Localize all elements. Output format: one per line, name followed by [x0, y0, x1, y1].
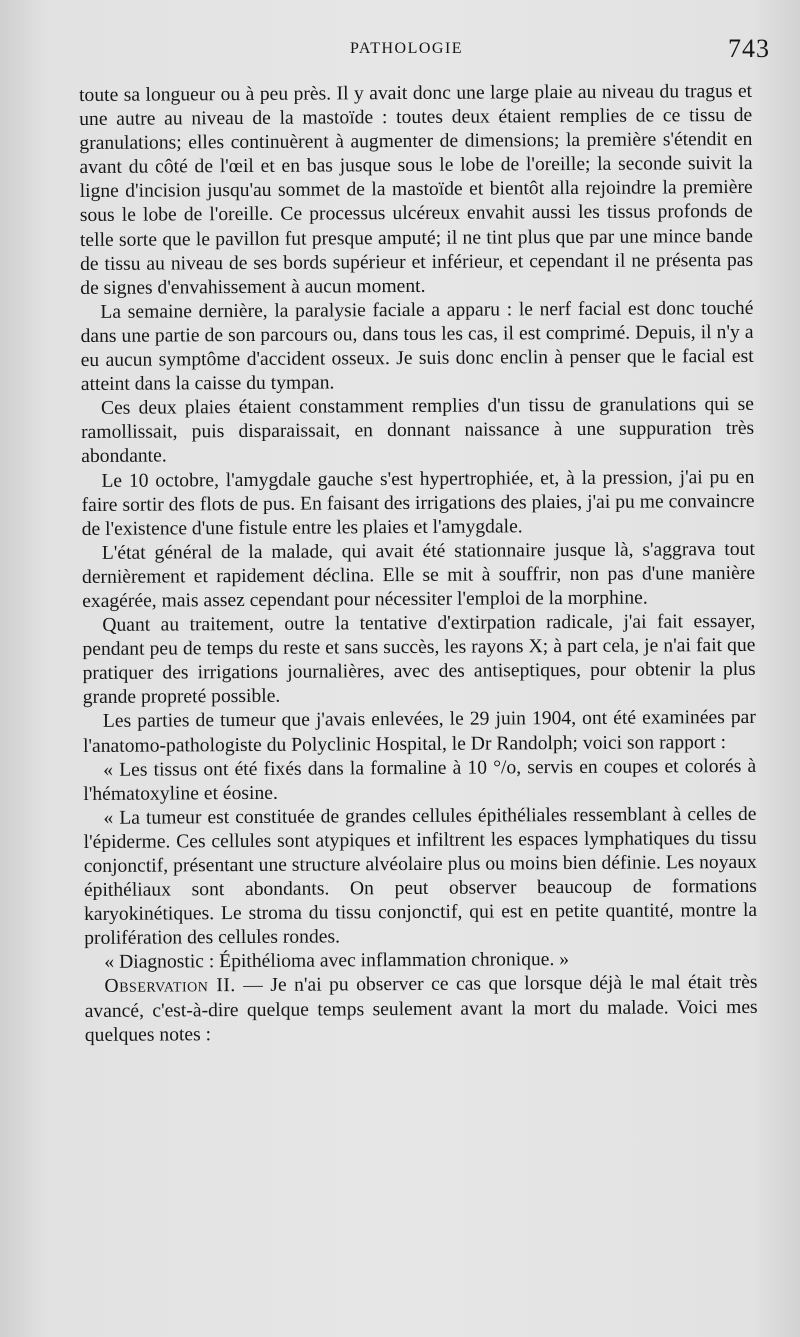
paragraph: L'état général de la malade, qui avait été stationnaire jusque là, s'aggrava tout dernièrement et rapidement déclina. Elle se mit à souffrir, non pas d'une manière exagérée, mais assez cependant pour nécessiter l'emploi de la morphine. — [81, 538, 756, 612]
observation-text: — Je n'ai pu observer ce cas que lorsque déjà le mal était très avancé, c'est-à-dire quelque temps seulement avant la mort du malade. Voici mes quelques notes : — [84, 972, 758, 1046]
paragraph: La semaine dernière, la paralysie faciale a apparu : le nerf facial est donc touché dans une partie de son parcours ou, dans tous les cas, il est comprimé. Depuis, il n'y a eu aucun symptôme d'accident osseux. Je suis donc enclin à penser que le facial est atteint dans la caisse du tympan. — [80, 297, 754, 396]
paragraph: Quant au traitement, outre la tentative d'extirpation radicale, j'ai fait essayer, pendant peu de temps du reste et sans succès, les rayons X; à part cela, je n'ai fait que pratiquer des irrigations journalières, avec des antiseptiques, pour obtenir la plus grande propreté possible. — [82, 610, 756, 709]
paragraph: Ces deux plaies étaient constamment remplies d'un tissu de granulations qui se ramollissait, puis disparaissait, en donnant naissance à une suppuration très abondante. — [81, 394, 755, 468]
paragraph: « La tumeur est constituée de grandes cellules épithéliales ressemblant à celles de l'épiderme. Ces cellules sont atypiques et infiltrent les espaces lymphatiques du tissu conjonctif, présentant une structure alvéolaire plus ou moins bien définie. Les noyaux épithéliaux sont abondants. On peut observer beaucoup de formations karyokinétiques. Le stroma du tissu conjonctif, qui est en petite quantité, montre la prolifération des cellules rondes. — [83, 803, 758, 950]
running-head: PATHOLOGIE — [350, 40, 464, 57]
paragraph: Le 10 octobre, l'amygdale gauche s'est hypertrophiée, et, à la pression, j'ai pu en faire sortir des flots de pus. En faisant des irrigations des plaies, j'ai pu me convaincre de l'existence d'une fistule entre les plaies et l'amygdale. — [81, 466, 755, 540]
body-text — [79, 80, 758, 1048]
page-header — [80, 34, 770, 70]
observation-paragraph — [84, 971, 757, 1047]
paragraph: « Les tissus ont été fixés dans la formaline à 10 °/o, servis en coupes et colorés à l'hématoxyline et éosine. — [83, 755, 757, 805]
paragraph: toute sa longueur ou à peu près. Il y avait donc une large plaie au niveau du tragus et une autre au niveau de la mastoïde : toutes deux étaient remplies de ce tissu de granulations; elles continuèrent à augmenter de dimensions; la première s'étendit en avant du côté de l'œil et en bas jusque sous le lobe de l'oreille; la seconde suivit la ligne d'incision jusqu'au sommet de la mastoïde et bientôt alla rejoindre la première sous le lobe de l'oreille. Ce processus ulcéreux envahit aussi les tissus profonds de telle sorte que le pavillon fut presque amputé; il ne tint plus que par une mince bande de tissu au niveau de ses bords supérieur et inférieur, et cependant il ne présenta pas de signes d'envahissement à aucun moment. — [79, 80, 754, 299]
paragraph: Les parties de tumeur que j'avais enlevées, le 29 juin 1904, ont été examinées par l'anatomo-pathologiste du Polyclinic Hospital, le Dr Randolph; voici son rapport : — [82, 707, 756, 757]
paragraph: « Diagnostic : Épithélioma avec inflammation chronique. » — [104, 949, 570, 974]
observation-label: Observation II. — [104, 975, 236, 998]
page-number: 743 — [728, 34, 770, 63]
